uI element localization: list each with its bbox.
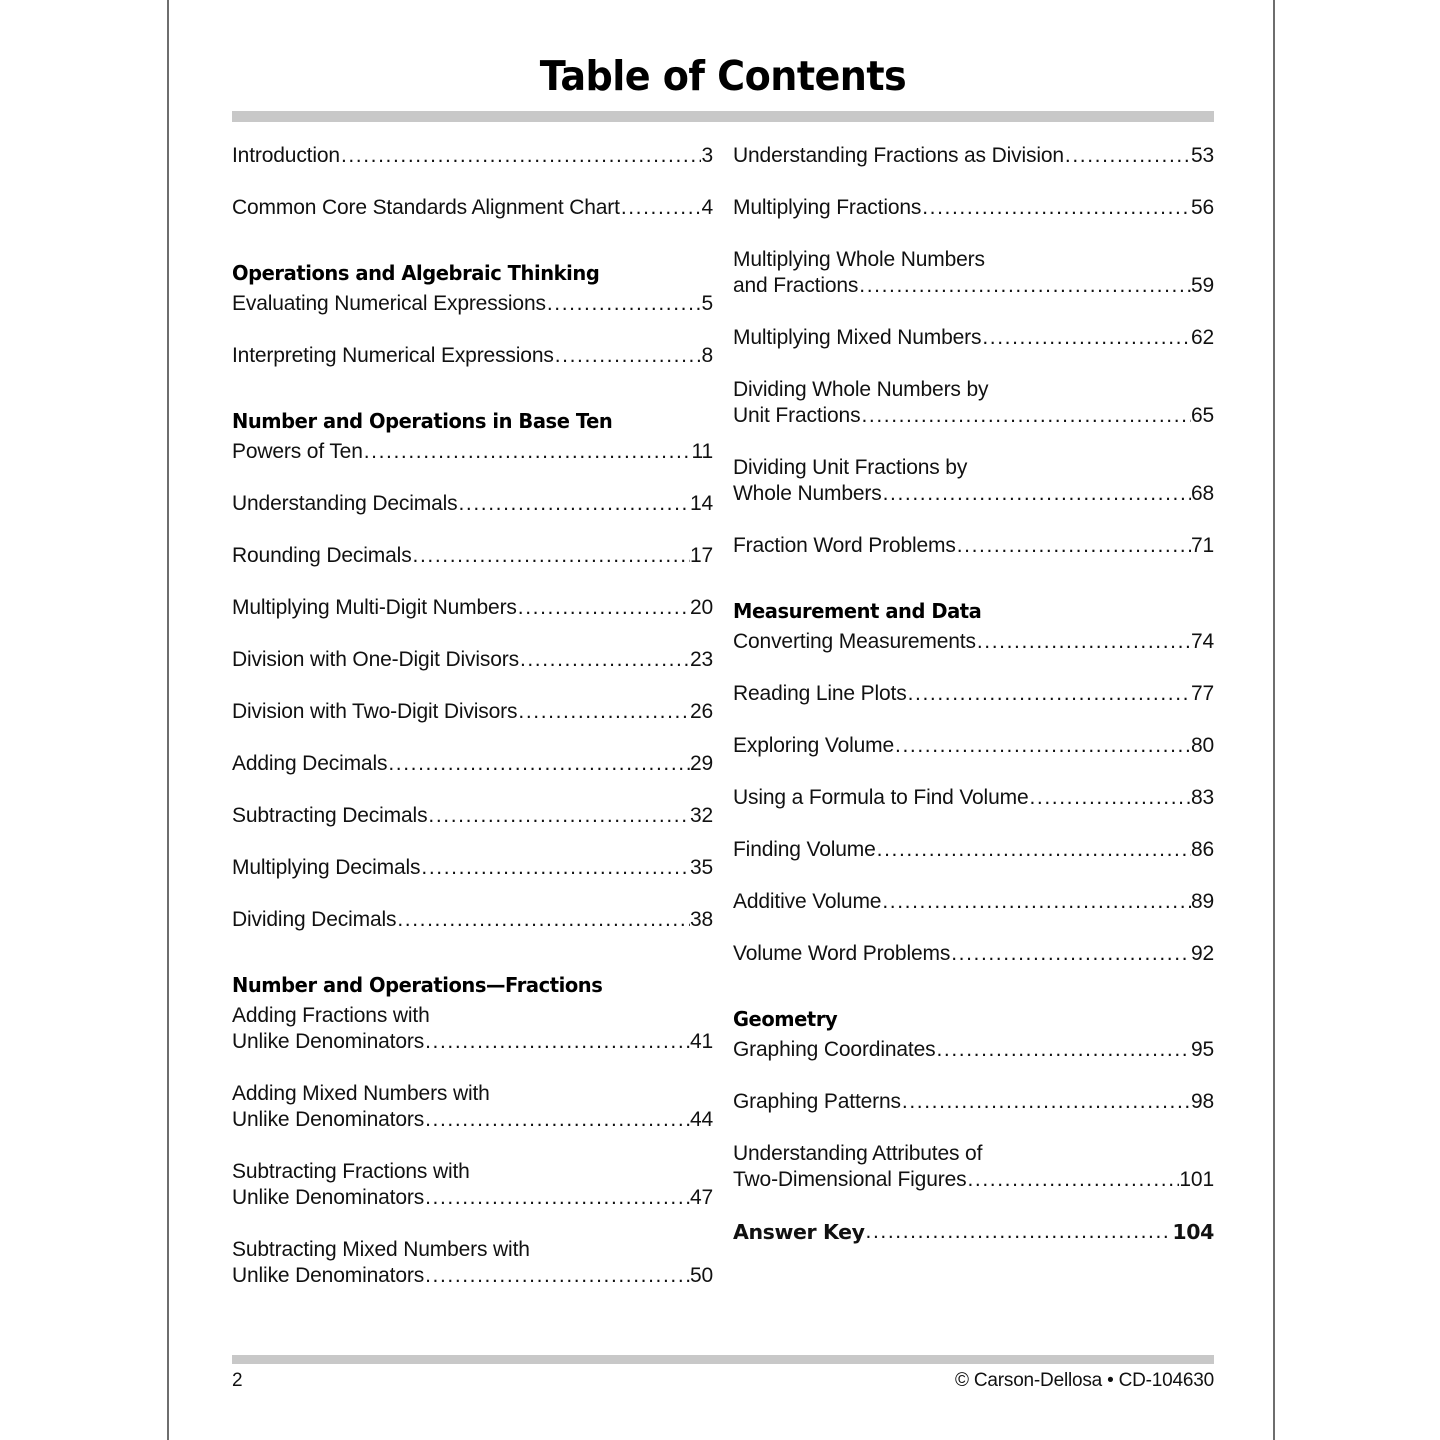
toc-entry-label: Multiplying Multi-Digit Numbers — [232, 596, 517, 619]
dot-leader — [518, 595, 690, 621]
toc-entry-page-number: 41 — [689, 1030, 713, 1053]
toc-entry-page-number: 11 — [691, 440, 713, 463]
toc-entry-line1: Adding Fractions with — [232, 1004, 430, 1027]
toc-entry[interactable] — [733, 143, 1214, 169]
toc-entry-page-number: 4 — [701, 196, 713, 219]
dot-leader — [951, 941, 1191, 967]
toc-entry-label: Division with One-Digit Divisors — [232, 648, 519, 671]
toc-entry-label: Division with Two-Digit Divisors — [232, 700, 518, 723]
toc-entry-row — [232, 1029, 713, 1055]
toc-entry-label: Multiplying Decimals — [232, 856, 421, 879]
toc-entry-page-number: 104 — [1172, 1220, 1214, 1244]
toc-entry-line1: Understanding Attributes of — [733, 1142, 983, 1165]
dot-leader — [908, 681, 1191, 707]
toc-entry-row — [232, 855, 713, 881]
section-heading-measurement-and-data: Measurement and Data — [733, 599, 982, 623]
toc-entry-label: Powers of Ten — [232, 440, 363, 463]
dot-leader — [621, 195, 702, 221]
toc-entry-page-number: 20 — [689, 596, 713, 619]
toc-entry-label: Unlike Denominators — [232, 1030, 425, 1053]
toc-entry-label: Introduction — [232, 144, 340, 167]
toc-entry-page-number: 17 — [689, 544, 713, 567]
toc-entry-page-number: 83 — [1190, 786, 1214, 809]
toc-entry-page-number: 23 — [689, 648, 713, 671]
toc-entry-page-number: 71 — [1190, 534, 1214, 557]
dot-leader — [957, 533, 1191, 559]
dot-leader — [859, 273, 1191, 299]
toc-entry[interactable] — [232, 291, 713, 317]
toc-entry-line1: Dividing Whole Numbers by — [733, 378, 989, 401]
toc-entry[interactable] — [733, 325, 1214, 351]
toc-entry-label: Unlike Denominators — [232, 1186, 425, 1209]
toc-entry-page-number: 53 — [1190, 144, 1214, 167]
toc-entry-page-number: 5 — [701, 292, 713, 315]
toc-entry-row — [733, 1037, 1214, 1063]
toc-entry[interactable] — [232, 855, 713, 881]
footer-rule — [232, 1355, 1214, 1364]
toc-entry-row — [232, 543, 713, 569]
dot-leader — [982, 325, 1191, 351]
dot-leader — [883, 481, 1191, 507]
toc-entry-label: Interpreting Numerical Expressions — [232, 344, 554, 367]
toc-entry-row — [232, 751, 713, 777]
toc-entry[interactable] — [232, 143, 713, 169]
toc-entry-row — [232, 439, 713, 465]
section-heading-number-and-operations-in-base-ten: Number and Operations in Base Ten — [232, 409, 613, 433]
toc-entry[interactable] — [733, 889, 1214, 915]
dot-leader — [341, 143, 702, 169]
toc-entry[interactable] — [232, 595, 713, 621]
dot-leader — [1029, 785, 1190, 811]
page-sheet — [167, 0, 1275, 1440]
toc-entry[interactable] — [733, 941, 1214, 967]
toc-entry-row — [733, 1219, 1214, 1245]
toc-entry[interactable] — [232, 699, 713, 725]
toc-entry[interactable] — [733, 681, 1214, 707]
page-content-area — [232, 0, 1214, 1440]
toc-entry[interactable] — [733, 629, 1214, 655]
toc-entry-line1: Adding Mixed Numbers with — [232, 1082, 490, 1105]
toc-entry-label: Multiplying Fractions — [733, 196, 922, 219]
dot-leader — [458, 491, 689, 517]
toc-entry-row — [232, 343, 713, 369]
toc-entry-page-number: 98 — [1190, 1090, 1214, 1113]
toc-entry[interactable] — [733, 247, 1214, 299]
toc-entry-label: Fraction Word Problems — [733, 534, 956, 557]
toc-entry[interactable] — [733, 1037, 1214, 1063]
dot-leader — [425, 1029, 690, 1055]
toc-entry[interactable] — [733, 1219, 1214, 1245]
toc-entry-row — [733, 481, 1214, 507]
header-rule — [232, 111, 1214, 122]
dot-leader — [895, 733, 1191, 759]
toc-entry-label: Volume Word Problems — [733, 942, 951, 965]
page-footer — [232, 1370, 1214, 1392]
toc-entry-label: and Fractions — [733, 274, 859, 297]
toc-entry-label: Unlike Denominators — [232, 1264, 425, 1287]
footer-credit: © Carson-Dellosa • CD-104630 — [955, 1370, 1214, 1391]
toc-entry[interactable] — [733, 455, 1214, 507]
dot-leader — [425, 1185, 690, 1211]
toc-entry[interactable] — [232, 1081, 713, 1133]
toc-entry-row — [232, 143, 713, 169]
toc-entry[interactable] — [733, 1141, 1214, 1193]
toc-entry-label: Evaluating Numerical Expressions — [232, 292, 546, 315]
toc-entry-row — [733, 1167, 1214, 1193]
toc-entry-page-number: 80 — [1190, 734, 1214, 757]
toc-entry[interactable] — [232, 439, 713, 465]
toc-entry-row — [733, 837, 1214, 863]
dot-leader — [397, 907, 690, 933]
section-heading-geometry: Geometry — [733, 1007, 838, 1031]
toc-entry-label: Dividing Decimals — [232, 908, 397, 931]
dot-leader — [977, 629, 1191, 655]
dot-leader — [518, 699, 690, 725]
toc-entry-page-number: 65 — [1190, 404, 1214, 427]
dot-leader — [364, 439, 692, 465]
toc-entry-label: Reading Line Plots — [733, 682, 907, 705]
toc-entry-label: Rounding Decimals — [232, 544, 412, 567]
toc-entry-row — [733, 325, 1214, 351]
toc-entry-row — [733, 195, 1214, 221]
toc-entry-label: Adding Decimals — [232, 752, 388, 775]
toc-entry-label: Finding Volume — [733, 838, 876, 861]
toc-entry-row — [733, 733, 1214, 759]
toc-entry-page-number: 29 — [689, 752, 713, 775]
toc-column-left — [232, 143, 713, 1315]
toc-entry-label: Unit Fractions — [733, 404, 861, 427]
toc-entry[interactable] — [232, 543, 713, 569]
toc-entry-label: Whole Numbers — [733, 482, 882, 505]
toc-entry-row — [733, 629, 1214, 655]
dot-leader — [877, 837, 1191, 863]
toc-column-right — [733, 143, 1214, 1271]
dot-leader — [388, 751, 690, 777]
toc-entry-label: Converting Measurements — [733, 630, 976, 653]
toc-entry[interactable] — [232, 803, 713, 829]
toc-entry-row — [733, 143, 1214, 169]
toc-entry-row — [232, 291, 713, 317]
toc-entry-row — [232, 1185, 713, 1211]
dot-leader — [936, 1037, 1190, 1063]
toc-entry[interactable] — [232, 1159, 713, 1211]
toc-entry-row — [733, 403, 1214, 429]
toc-entry-line1: Subtracting Fractions with — [232, 1160, 470, 1183]
toc-entry-page-number: 92 — [1190, 942, 1214, 965]
toc-entry-row — [733, 941, 1214, 967]
toc-entry-label: Understanding Fractions as Division — [733, 144, 1064, 167]
toc-entry-page-number: 74 — [1190, 630, 1214, 653]
dot-leader — [413, 543, 690, 569]
toc-entry-page-number: 95 — [1190, 1038, 1214, 1061]
toc-entry-row — [232, 699, 713, 725]
toc-entry[interactable] — [733, 533, 1214, 559]
toc-entry[interactable] — [733, 733, 1214, 759]
toc-entry-label: Graphing Patterns — [733, 1090, 901, 1113]
section-heading-operations-and-algebraic-thinking: Operations and Algebraic Thinking — [232, 261, 600, 285]
toc-entry-page-number: 35 — [689, 856, 713, 879]
toc-entry-page-number: 44 — [689, 1108, 713, 1131]
toc-entry-row — [232, 195, 713, 221]
toc-entry-label: Two-Dimensional Figures — [733, 1168, 967, 1191]
toc-entry[interactable] — [232, 491, 713, 517]
footer-page-number: 2 — [232, 1370, 243, 1391]
toc-entry-page-number: 89 — [1190, 890, 1214, 913]
dot-leader — [421, 855, 690, 881]
toc-entry[interactable] — [733, 1089, 1214, 1115]
toc-entry-row — [733, 889, 1214, 915]
toc-entry-page-number: 62 — [1190, 326, 1214, 349]
toc-entry[interactable] — [232, 1237, 713, 1289]
toc-entry-page-number: 3 — [701, 144, 713, 167]
toc-entry-label: Additive Volume — [733, 890, 882, 913]
toc-entry[interactable] — [733, 785, 1214, 811]
dot-leader — [428, 803, 690, 829]
dot-leader — [902, 1089, 1191, 1115]
toc-entry-page-number: 26 — [689, 700, 713, 723]
toc-entry[interactable] — [733, 377, 1214, 429]
page-title: Table of Contents — [539, 52, 907, 100]
dot-leader — [866, 1219, 1173, 1245]
toc-entry-page-number: 59 — [1190, 274, 1214, 297]
toc-entry-label: Unlike Denominators — [232, 1108, 425, 1131]
dot-leader — [1065, 143, 1191, 169]
toc-entry-row — [232, 491, 713, 517]
toc-entry-row — [232, 595, 713, 621]
toc-entry-page-number: 38 — [689, 908, 713, 931]
toc-entry-page-number: 32 — [689, 804, 713, 827]
toc-entry-label: Understanding Decimals — [232, 492, 458, 515]
dot-leader — [555, 343, 702, 369]
toc-entry-row — [733, 1089, 1214, 1115]
toc-entry-label: Common Core Standards Alignment Chart — [232, 196, 620, 219]
toc-entry-page-number: 8 — [701, 344, 713, 367]
toc-entry-row — [733, 785, 1214, 811]
toc-entry-row — [232, 803, 713, 829]
toc-entry-row — [733, 273, 1214, 299]
toc-entry-line1: Dividing Unit Fractions by — [733, 456, 968, 479]
dot-leader — [882, 889, 1191, 915]
toc-entry-label: Subtracting Decimals — [232, 804, 428, 827]
toc-entry[interactable] — [232, 1003, 713, 1055]
toc-entry-page-number: 50 — [689, 1264, 713, 1287]
toc-entry[interactable] — [232, 751, 713, 777]
toc-entry[interactable] — [232, 343, 713, 369]
toc-entry-label: Using a Formula to Find Volume — [733, 786, 1029, 809]
toc-entry[interactable] — [733, 837, 1214, 863]
toc-entry-line1: Multiplying Whole Numbers — [733, 248, 985, 271]
toc-entry-label: Answer Key — [733, 1220, 865, 1244]
toc-entry-row — [232, 1107, 713, 1133]
toc-entry[interactable] — [232, 195, 713, 221]
dot-leader — [861, 403, 1190, 429]
toc-entry-row — [232, 647, 713, 673]
toc-entry[interactable] — [733, 195, 1214, 221]
dot-leader — [425, 1263, 690, 1289]
toc-entry-page-number: 101 — [1179, 1168, 1214, 1191]
dot-leader — [520, 647, 690, 673]
toc-entry-line1: Subtracting Mixed Numbers with — [232, 1238, 530, 1261]
dot-leader — [922, 195, 1191, 221]
toc-entry-label: Multiplying Mixed Numbers — [733, 326, 982, 349]
toc-entry-page-number: 14 — [689, 492, 713, 515]
section-heading-number-and-operations-fractions: Number and Operations—Fractions — [232, 973, 603, 997]
dot-leader — [547, 291, 702, 317]
toc-entry-page-number: 86 — [1190, 838, 1214, 861]
dot-leader — [425, 1107, 690, 1133]
toc-entry-row — [232, 907, 713, 933]
toc-entry-row — [232, 1263, 713, 1289]
toc-entry-page-number: 77 — [1190, 682, 1214, 705]
toc-entry-label: Graphing Coordinates — [733, 1038, 936, 1061]
toc-entry-page-number: 56 — [1190, 196, 1214, 219]
toc-entry-page-number: 68 — [1190, 482, 1214, 505]
toc-entry[interactable] — [232, 907, 713, 933]
toc-entry-label: Exploring Volume — [733, 734, 895, 757]
toc-entry[interactable] — [232, 647, 713, 673]
dot-leader — [967, 1167, 1179, 1193]
toc-entry-row — [733, 681, 1214, 707]
toc-entry-page-number: 47 — [689, 1186, 713, 1209]
toc-entry-row — [733, 533, 1214, 559]
